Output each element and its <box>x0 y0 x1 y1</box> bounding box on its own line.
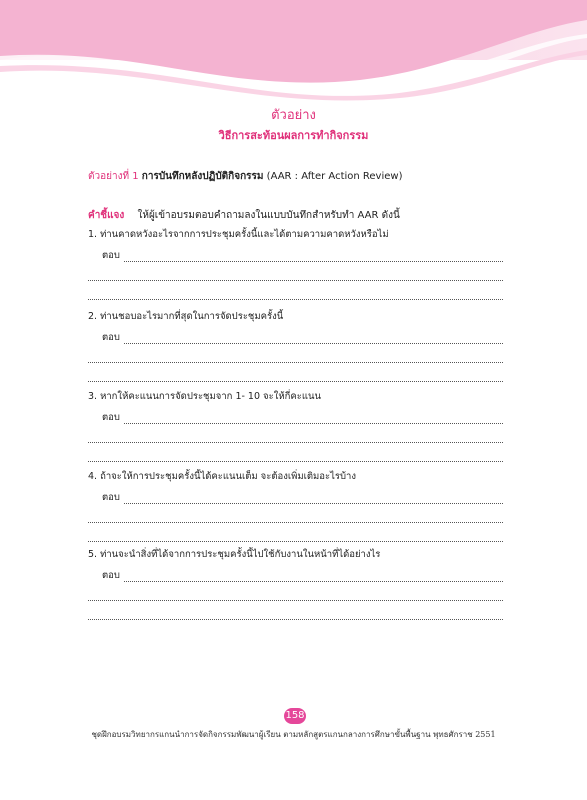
answer-line[interactable] <box>88 512 503 523</box>
answer-line[interactable] <box>88 432 503 443</box>
answer-row <box>102 568 503 582</box>
answer-line[interactable] <box>124 333 503 344</box>
page-title: ตัวอย่าง <box>271 108 316 123</box>
answer-line[interactable] <box>124 493 503 504</box>
example-abbreviation: (AAR : After Action Review) <box>266 171 403 182</box>
answer-row <box>102 248 503 262</box>
question-block <box>88 548 503 620</box>
answer-line[interactable] <box>88 609 503 620</box>
question-text: 5. ท่านจะนำสิ่งที่ได้จากการประชุมครั้งนี้ไปใช้กับงานในหน้าที่ได้อย่างไร <box>88 549 381 560</box>
question-text: 4. ถ้าจะให้การประชุมครั้งนี้ได้คะแนนเต็ม จะต้องเพิ่มเติมอะไรบ้าง <box>88 471 357 482</box>
instruction <box>88 208 400 223</box>
question-block <box>88 470 503 542</box>
page-footer: ชุดฝึกอบรมวิทยากรแกนนำการจัดกิจกรรมพัฒนาผู้เรียน ตามหลักสูตรแกนกลางการศึกษาขั้นพื้นฐาน พุทธศักราช 2551 <box>91 730 496 739</box>
example-title: การบันทึกหลังปฏิบัติกิจกรรม <box>141 171 264 182</box>
answer-line[interactable] <box>88 590 503 601</box>
question-block <box>88 390 503 462</box>
question-text: 3. หากให้คะแนนการจัดประชุมจาก 1- 10 จะให้กี่คะแนน <box>88 391 321 402</box>
question-block <box>88 310 503 382</box>
answer-line[interactable] <box>88 371 503 382</box>
answer-line[interactable] <box>88 451 503 462</box>
example-heading <box>88 169 402 184</box>
answer-line[interactable] <box>124 251 503 262</box>
answer-line[interactable] <box>124 571 503 582</box>
answer-line[interactable] <box>88 289 503 300</box>
pink-wave-banner <box>0 0 587 110</box>
answer-label: ตอบ <box>102 492 120 503</box>
answer-label: ตอบ <box>102 412 120 423</box>
question-text: 2. ท่านชอบอะไรมากที่สุดในการจัดประชุมครั้งนี้ <box>88 311 284 322</box>
answer-row <box>102 410 503 424</box>
example-number: ตัวอย่างที่ 1 <box>88 171 139 182</box>
answer-line[interactable] <box>88 352 503 363</box>
answer-label: ตอบ <box>102 332 120 343</box>
instruction-text: ให้ผู้เข้าอบรมตอบคำถามลงในแบบบันทึกสำหรับทำ AAR ดังนี้ <box>137 210 400 221</box>
question-block <box>88 228 503 300</box>
question-text: 1. ท่านคาดหวังอะไรจากการประชุมครั้งนี้และได้ตามความคาดหวังหรือไม่ <box>88 229 389 240</box>
answer-line[interactable] <box>88 270 503 281</box>
answer-label: ตอบ <box>102 570 120 581</box>
instruction-label: คำชี้แจง <box>88 210 125 221</box>
page-subtitle: วิธีการสะท้อนผลการทำกิจกรรม <box>218 129 369 142</box>
answer-line[interactable] <box>88 531 503 542</box>
answer-line[interactable] <box>124 413 503 424</box>
answer-label: ตอบ <box>102 250 120 261</box>
answer-row <box>102 490 503 504</box>
page-number-badge: 158 <box>284 708 306 724</box>
answer-row <box>102 330 503 344</box>
